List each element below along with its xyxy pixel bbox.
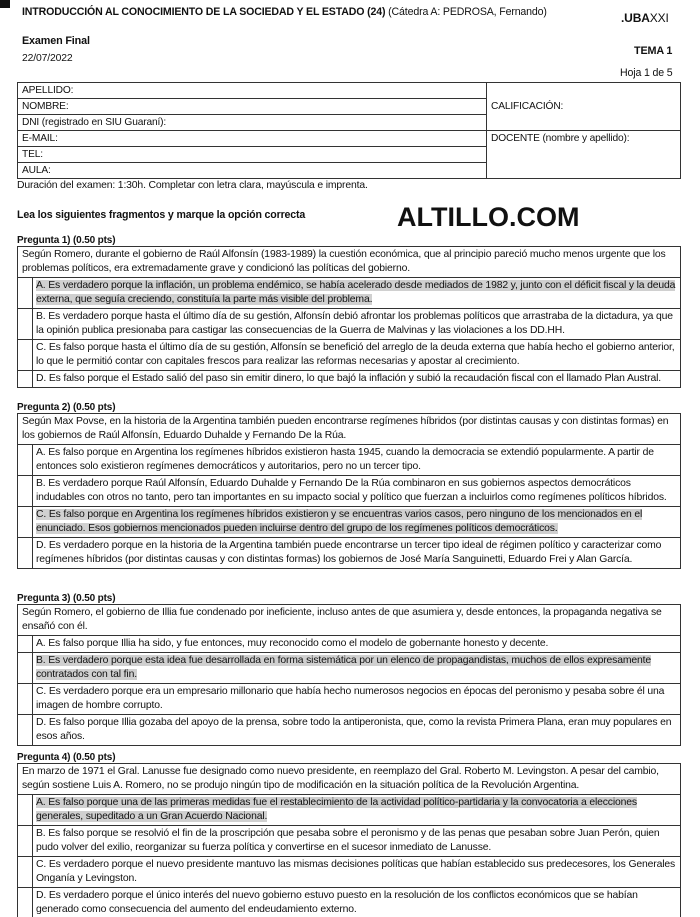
option-row[interactable] (18, 653, 681, 684)
option-row[interactable] (18, 371, 681, 388)
question-2 (17, 402, 681, 569)
option-text: A. Es verdadero porque la inflación, un problema endémico, se había acelerado desde mediados de 1982 y, junto con el déficit fiscal y la deuda externa, que seguía creciendo, constituía la parte más visible del problema. (36, 280, 676, 305)
question-table (17, 413, 681, 569)
aula-field[interactable]: AULA: (18, 163, 487, 179)
logo-bold: .UBA (621, 11, 650, 25)
option-text: A. Es falso porque en Argentina los regímenes híbridos existieron hasta 1945, cuando la democracia se extendió popularmente. A partir de entonces solo existieron regímenes democráticos y autoritarios, pero no un tercer tipo. (36, 447, 654, 472)
question-table (17, 763, 681, 917)
question-1 (17, 235, 681, 388)
option-text: D. Es verdadero porque el único interés del nuevo gobierno estuvo puesto en la resolución de los conflictos económicos que se habían generado como consecuencia del aumento del endeudamiento externo. (36, 890, 638, 915)
corner-mark (0, 0, 10, 8)
option-text: B. Es verdadero porque esta idea fue desarrollada en forma sistemática por un elenco de propagandistas, muchos de ellos expresamente contratados con tal fin. (36, 655, 651, 680)
question-stem: Según Romero, el gobierno de Illia fue condenado por ineficiente, incluso antes de que asumiera y, desde entonces, la propaganda negativa se ensañó con él. (18, 605, 681, 636)
dni-field[interactable]: DNI (registrado en SIU Guaraní): (18, 115, 487, 131)
calificacion-field[interactable]: CALIFICACIÓN: (487, 83, 681, 131)
answer-checkbox-cell[interactable] (18, 538, 33, 569)
question-4 (17, 752, 681, 917)
course-title (22, 5, 582, 19)
option-row[interactable] (18, 888, 681, 917)
watermark: ALTILLO.COM (397, 202, 580, 232)
option-text: C. Es verdadero porque el nuevo presidente mantuvo las mismas decisiones políticas que habían establecido sus predecesores, los Generales Onganía y Levingston. (36, 859, 676, 884)
answer-checkbox-cell[interactable] (18, 888, 33, 917)
option-text: B. Es verdadero porque Raúl Alfonsín, Eduardo Duhalde y Fernando De la Rúa combinaron en sus gobiernos aspectos democráticos indudables con otros no tanto, pero tan importantes en su impacto social y político que fuerzan a incluirlos como regímenes políticos híbridos. (36, 478, 667, 503)
section-title: Lea los siguientes fragmentos y marque la opción correcta (17, 209, 306, 221)
option-row[interactable] (18, 795, 681, 826)
option-row[interactable] (18, 636, 681, 653)
option-row[interactable] (18, 476, 681, 507)
option-text: D. Es verdadero porque en la historia de la Argentina también puede encontrarse un tercer tipo ideal de régimen político y caracterizar como regímenes híbridos (por distintas causas y con distintas formas) los gobiernos de José María Sanguinetti, Eduardo Frei y Alan García. (36, 540, 662, 565)
answer-checkbox-cell[interactable] (18, 636, 33, 653)
option-text: D. Es falso porque Illia gozaba del apoyo de la prensa, sobre todo la antiperonista, que, como la revista Primera Plana, eran muy populares en esos años. (36, 717, 672, 742)
question-label: Pregunta 1) (0.50 pts) (17, 235, 116, 246)
answer-checkbox-cell[interactable] (18, 715, 33, 746)
page-number: Hoja 1 de 5 (620, 67, 673, 79)
option-row[interactable] (18, 445, 681, 476)
instructions: Duración del examen: 1:30h. Completar con letra clara, mayúscula e imprenta. (17, 180, 368, 191)
course-title-rest: (Cátedra A: PEDROSA, Fernando) (385, 6, 547, 18)
option-text: B. Es falso porque se resolvió el fin de la proscripción que pesaba sobre el peronismo y de las penas que pesaban sobre Juan Perón, quien pudo volver del exilio, reorganizar su fuerza política y convertirse en el sucesor inmediato de Lanusse. (36, 828, 660, 853)
option-text: C. Es falso porque en Argentina los regímenes híbridos existieron y se encuentras varios casos, pero ninguno de los mencionados en el enunciado. Esos gobiernos mencionados pueden incluirse dentro del grupo de los regímenes políticos democráticos. (36, 509, 643, 534)
answer-checkbox-cell[interactable] (18, 507, 33, 538)
logo-rest: XXI (649, 11, 669, 25)
option-text: B. Es verdadero porque hasta el último día de su gestión, Alfonsín debió afrontar los problemas políticos que arrastraba de la dictadura, ya que la opinión publica presionaba para castigar las consecuencias de la Guerra de Malvinas y las violaciones a los DD.HH. (36, 311, 673, 336)
question-label: Pregunta 2) (0.50 pts) (17, 402, 116, 413)
answer-checkbox-cell[interactable] (18, 278, 33, 309)
option-row[interactable] (18, 340, 681, 371)
answer-checkbox-cell[interactable] (18, 857, 33, 888)
option-row[interactable] (18, 826, 681, 857)
answer-checkbox-cell[interactable] (18, 653, 33, 684)
tema: TEMA 1 (634, 45, 673, 57)
question-label: Pregunta 4) (0.50 pts) (17, 752, 116, 763)
option-row[interactable] (18, 538, 681, 569)
question-stem: En marzo de 1971 el Gral. Lanusse fue designado como nuevo presidente, en reemplazo del Gral. Roberto M. Levingston. A pesar del cambio, según sostiene Luis A. Romero, no se produjo ningún tipo de modificación en la situación política de la Revolución Argentina. (18, 764, 681, 795)
question-label: Pregunta 3) (0.50 pts) (17, 593, 116, 604)
course-title-bold: INTRODUCCIÓN AL CONOCIMIENTO DE LA SOCIEDAD Y EL ESTADO (24) (22, 6, 386, 18)
question-stem: Según Romero, durante el gobierno de Raúl Alfonsín (1983-1989) la cuestión económica, que al principio pareció mucho menos urgente que los problemas políticos, era extremadamente grave y condicionó las políticas del gobierno. (18, 247, 681, 278)
option-row[interactable] (18, 857, 681, 888)
answer-checkbox-cell[interactable] (18, 371, 33, 388)
option-text: A. Es falso porque Illia ha sido, y fue entonces, muy reconocido como el modelo de gobernante honesto y decente. (36, 638, 549, 649)
option-text: C. Es verdadero porque era un empresario millonario que había hecho numerosos negocios en épocas del peronismo y pesaba sobre él una imagen de hombre corrupto. (36, 686, 665, 711)
option-text: D. Es falso porque el Estado salió del paso sin emitir dinero, lo que bajó la inflación y subió la recaudación fiscal con el llamado Plan Austral. (36, 373, 661, 384)
option-row[interactable] (18, 684, 681, 715)
uba-logo (621, 11, 669, 25)
tel-field[interactable]: TEL: (18, 147, 487, 163)
answer-checkbox-cell[interactable] (18, 476, 33, 507)
question-3 (17, 593, 681, 746)
answer-checkbox-cell[interactable] (18, 340, 33, 371)
option-row[interactable] (18, 715, 681, 746)
question-table (17, 246, 681, 388)
option-text: A. Es falso porque una de las primeras medidas fue el restablecimiento de la actividad político-partidaria y la convocatoria a elecciones generales, supeditado a un Gran Acuerdo Nacional. (36, 797, 637, 822)
answer-checkbox-cell[interactable] (18, 309, 33, 340)
answer-checkbox-cell[interactable] (18, 684, 33, 715)
exam-date: 22/07/2022 (22, 53, 73, 64)
question-table (17, 604, 681, 746)
answer-checkbox-cell[interactable] (18, 795, 33, 826)
option-row[interactable] (18, 507, 681, 538)
answer-checkbox-cell[interactable] (18, 445, 33, 476)
question-stem: Según Max Povse, en la historia de la Argentina también pueden encontrarse regímenes híbridos (por distintas causas y con distintas formas) en los gobiernos de Raúl Alfonsín, Eduardo Duhalde y Fernando De la Rúa. (18, 414, 681, 445)
answer-checkbox-cell[interactable] (18, 826, 33, 857)
student-info-form (17, 82, 681, 179)
email-field[interactable]: E-MAIL: (18, 131, 487, 147)
option-text: C. Es falso porque hasta el último día de su gestión, Alfonsín se benefició del arreglo de la deuda externa que había hecho el gobierno anterior, lo que le permitió contar con capitales frescos para realizar las reformas necesarias y apostar al crecimiento. (36, 342, 675, 367)
option-row[interactable] (18, 278, 681, 309)
nombre-field[interactable]: NOMBRE: (18, 99, 487, 115)
option-row[interactable] (18, 309, 681, 340)
exam-type: Examen Final (22, 35, 90, 47)
apellido-field[interactable]: APELLIDO: (18, 83, 487, 99)
docente-field[interactable]: DOCENTE (nombre y apellido): (487, 131, 681, 179)
